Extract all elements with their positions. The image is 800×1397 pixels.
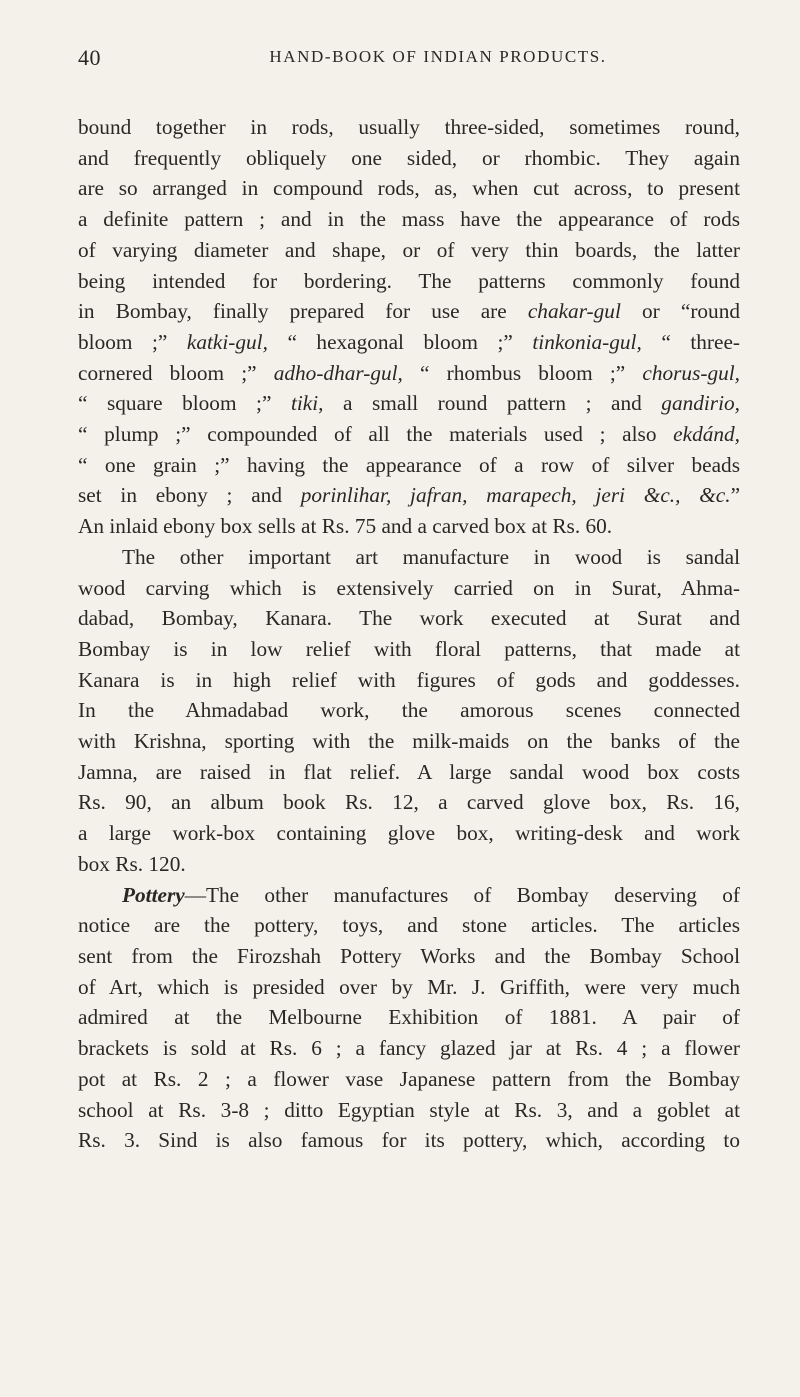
text-line: a definite pattern ; and in the mass have the appearance of rods xyxy=(78,207,740,232)
text-run: ” xyxy=(730,483,741,508)
text-run: “ hexagonal bloom ;” xyxy=(267,329,533,354)
text-line xyxy=(78,358,740,389)
text-line: and frequently obliquely one sided, or rhombic. They again xyxy=(78,145,740,170)
text-line xyxy=(78,419,740,450)
text-run: “ square bloom ;” xyxy=(78,391,291,416)
text-line: sent from the Firozshah Pottery Works and the Bombay School xyxy=(78,943,740,968)
text-run: a small round pattern ; and xyxy=(323,391,662,416)
running-head xyxy=(78,45,738,75)
italic-term: tinkonia-gul, xyxy=(532,329,642,354)
text-line: are so arranged in compound rods, as, when cut across, to present xyxy=(78,176,740,201)
text-line: Bombay is in low relief with floral patterns, that made at xyxy=(78,636,740,661)
paragraph-sandalwood xyxy=(78,542,740,880)
italic-term: gandirio, xyxy=(661,391,740,416)
text-run: cornered bloom ;” xyxy=(78,360,274,385)
text-line: box Rs. 120. xyxy=(78,851,186,876)
text-line: dabad, Bombay, Kanara. The work executed at Surat and xyxy=(78,606,740,631)
text-line xyxy=(78,388,740,419)
section-heading: Pottery xyxy=(122,882,185,907)
text-line xyxy=(78,480,740,511)
italic-term: chakar-gul xyxy=(527,299,621,324)
paragraph-pottery xyxy=(78,880,740,1156)
text-line xyxy=(78,327,740,358)
text-run: set in ebony ; and xyxy=(78,483,301,508)
text-run: “ plump ;” compounded of all the materials used ; also xyxy=(78,422,674,447)
italic-term: chorus-gul, xyxy=(642,360,740,385)
text-run: “ rhombus bloom ;” xyxy=(402,360,643,385)
text-run: or “round xyxy=(620,299,740,324)
text-line xyxy=(78,880,740,911)
body-text xyxy=(78,112,740,1156)
text-line: pot at Rs. 2 ; a flower vase Japanese pattern from the Bombay xyxy=(78,1066,740,1091)
italic-term: katki-gul, xyxy=(186,329,268,354)
italic-term: adho-dhar-gul, xyxy=(273,360,403,385)
paragraph-marquetry xyxy=(78,112,740,542)
text-line: brackets is sold at Rs. 6 ; a fancy glazed jar at Rs. 4 ; a flower xyxy=(78,1036,740,1061)
text-run: bloom ;” xyxy=(78,329,187,354)
text-line: school at Rs. 3-8 ; ditto Egyptian style at Rs. 3, and a goblet at xyxy=(78,1097,740,1122)
text-line: notice are the pottery, toys, and stone articles. The articles xyxy=(78,913,740,938)
text-run: in Bombay, finally prepared for use are xyxy=(78,299,528,324)
text-line: Rs. 90, an album book Rs. 12, a carved glove box, Rs. 16, xyxy=(78,790,740,815)
text-line: being intended for bordering. The patterns commonly found xyxy=(78,268,740,293)
text-line: wood carving which is extensively carried on in Surat, Ahma- xyxy=(78,575,740,600)
text-line: Rs. 3. Sind is also famous for its pottery, which, according to xyxy=(78,1128,740,1153)
italic-term: ekdánd, xyxy=(673,422,740,447)
page-number: 40 xyxy=(78,45,101,70)
text-line: of Art, which is presided over by Mr. J. Griffith, were very much xyxy=(78,974,740,999)
text-line: In the Ahmadabad work, the amorous scenes connected xyxy=(78,698,740,723)
text-line: “ one grain ;” having the appearance of a row of silver beads xyxy=(78,452,740,477)
text-line: bound together in rods, usually three-sided, sometimes round, xyxy=(78,115,740,139)
text-line xyxy=(78,296,740,327)
text-line: An inlaid ebony box sells at Rs. 75 and a carved box at Rs. 60. xyxy=(78,514,613,539)
italic-term: porinlihar, jafran, marapech, jeri &c., &c. xyxy=(300,483,731,508)
italic-term: tiki, xyxy=(290,391,324,416)
text-run: “ three- xyxy=(641,329,740,354)
text-line: a large work-box containing glove box, writing-desk and work xyxy=(78,821,740,846)
text-line: admired at the Melbourne Exhibition of 1881. A pair of xyxy=(78,1005,740,1030)
text-line: Kanara is in high relief with figures of gods and goddesses. xyxy=(78,667,740,692)
text-run: —The other manufactures of Bombay deserving of xyxy=(184,882,740,907)
text-line: Jamna, are raised in flat relief. A large sandal wood box costs xyxy=(78,759,740,784)
text-line: of varying diameter and shape, or of very thin boards, the latter xyxy=(78,237,740,262)
text-line: with Krishna, sporting with the milk-maids on the banks of the xyxy=(78,729,740,754)
text-line: The other important art manufacture in wood is sandal xyxy=(122,544,740,569)
running-title: HAND-BOOK OF INDIAN PRODUCTS. xyxy=(269,47,607,66)
